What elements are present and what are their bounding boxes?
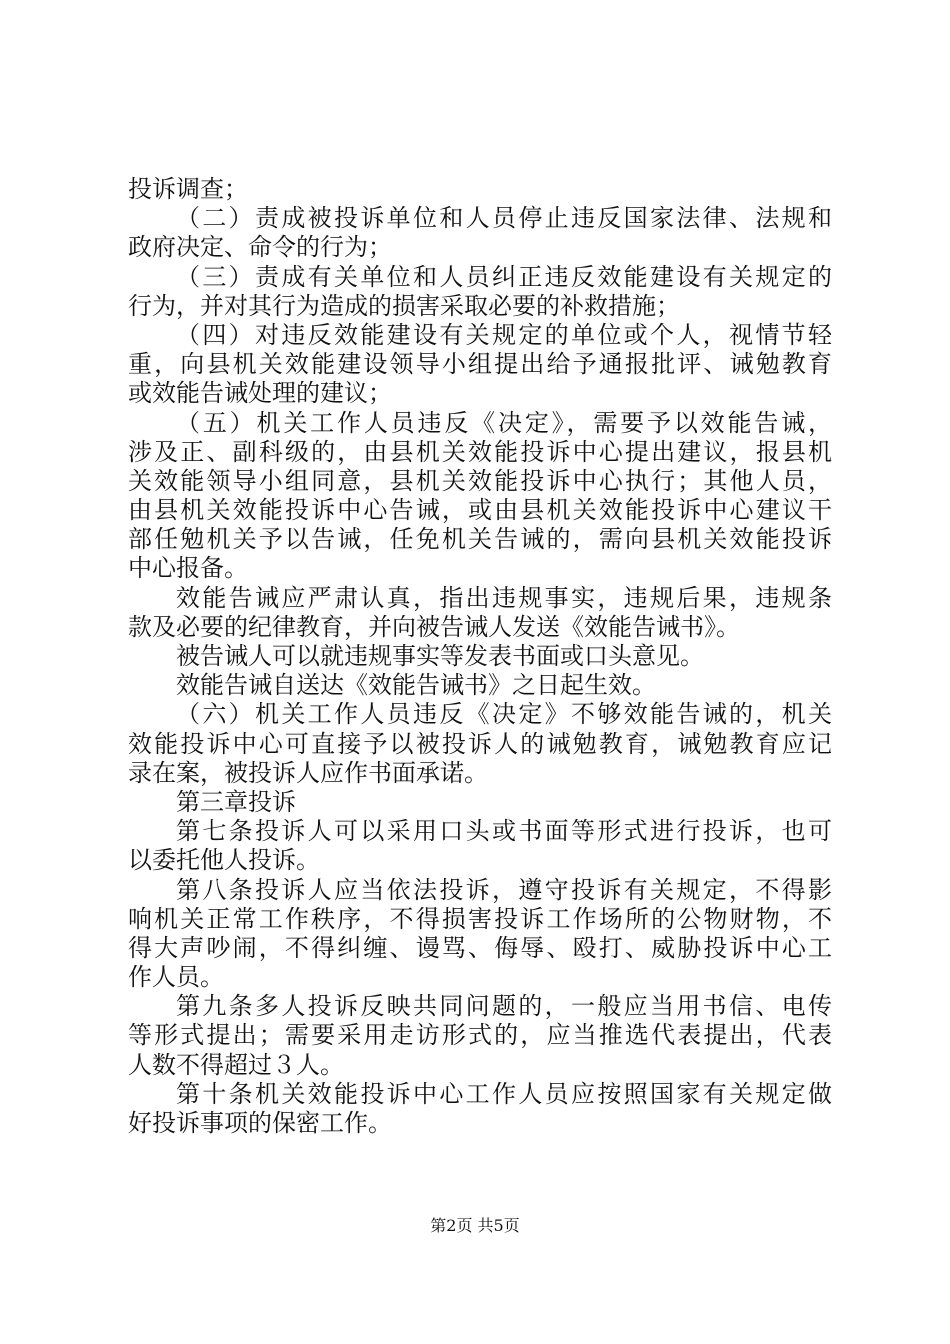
text-line: 效能告诫自送达《效能告诫书》之日起生效。 [176,671,656,700]
text-line: （五）机关工作人员违反《决定》，需要予以效能告诫， [176,408,832,437]
text-line: 被告诫人可以就违规事实等发表书面或口头意见。 [176,642,704,670]
text-line: 响机关正常工作秩序，不得损害投诉工作场所的公物财物，不 [128,904,832,933]
text-line: （四）对违反效能建设有关规定的单位或个人，视情节轻 [176,320,832,349]
text-line: 好投诉事项的保密工作。 [128,1109,392,1137]
text-line: 由县机关效能投诉中心告诫，或由县机关效能投诉中心建议干 [128,496,832,525]
text-line: （二）责成被投诉单位和人员停止违反国家法律、法规和 [176,204,832,233]
text-line: 行为，并对其行为造成的损害采取必要的补救措施； [128,291,680,320]
text-line: 作人员。 [128,963,224,992]
text-line: 投诉调查； [128,175,248,203]
text-line: 政府决定、命令的行为； [128,233,392,262]
text-line: 第十条机关效能投诉中心工作人员应按照国家有关规定做 [176,1079,832,1108]
text-line: 关效能领导小组同意，县机关效能投诉中心执行；其他人员， [128,466,832,495]
text-line: 部任勉机关予以告诫，任免机关告诫的，需向县机关效能投诉 [128,525,832,554]
text-line: 录在案，被投诉人应作书面承诺。 [128,758,488,787]
text-line: （三）责成有关单位和人员纠正违反效能建设有关规定的 [176,262,832,291]
text-line: 得大声吵闹，不得纠缠、谩骂、侮辱、殴打、威胁投诉中心工 [128,933,832,962]
text-line: 第七条投诉人可以采用口头或书面等形式进行投诉，也可 [176,817,832,846]
text-line: 第八条投诉人应当依法投诉，遵守投诉有关规定，不得影 [176,875,832,904]
document-body [128,175,832,1138]
text-line: 款及必要的纪律教育，并向被告诫人发送《效能告诫书》。 [128,612,740,641]
text-line: 以委托他人投诉。 [128,846,320,875]
text-line: 重，向县机关效能建设领导小组提出给予通报批评、诫勉教育 [128,350,832,379]
text-line: 中心报备。 [128,554,248,583]
text-line: 人数不得超过３人。 [128,1050,344,1079]
text-line: 第九条多人投诉反映共同问题的，一般应当用书信、电传 [176,992,832,1021]
text-line: 效能告诫应严肃认真，指出违规事实，违规后果，违规条 [176,583,832,612]
text-line: 或效能告诫处理的建议； [128,379,392,408]
text-line: 第三章投诉 [176,787,296,816]
text-line: （六）机关工作人员违反《决定》不够效能告诫的，机关 [176,700,832,729]
text-line: 等形式提出；需要采用走访形式的，应当推选代表提出，代表 [128,1021,832,1050]
text-line: 效能投诉中心可直接予以被投诉人的诫勉教育，诫勉教育应记 [128,729,832,758]
page-footer: 第2页 共5页 [430,1216,520,1235]
text-line: 涉及正、副科级的，由县机关效能投诉中心提出建议，报县机 [128,437,832,466]
